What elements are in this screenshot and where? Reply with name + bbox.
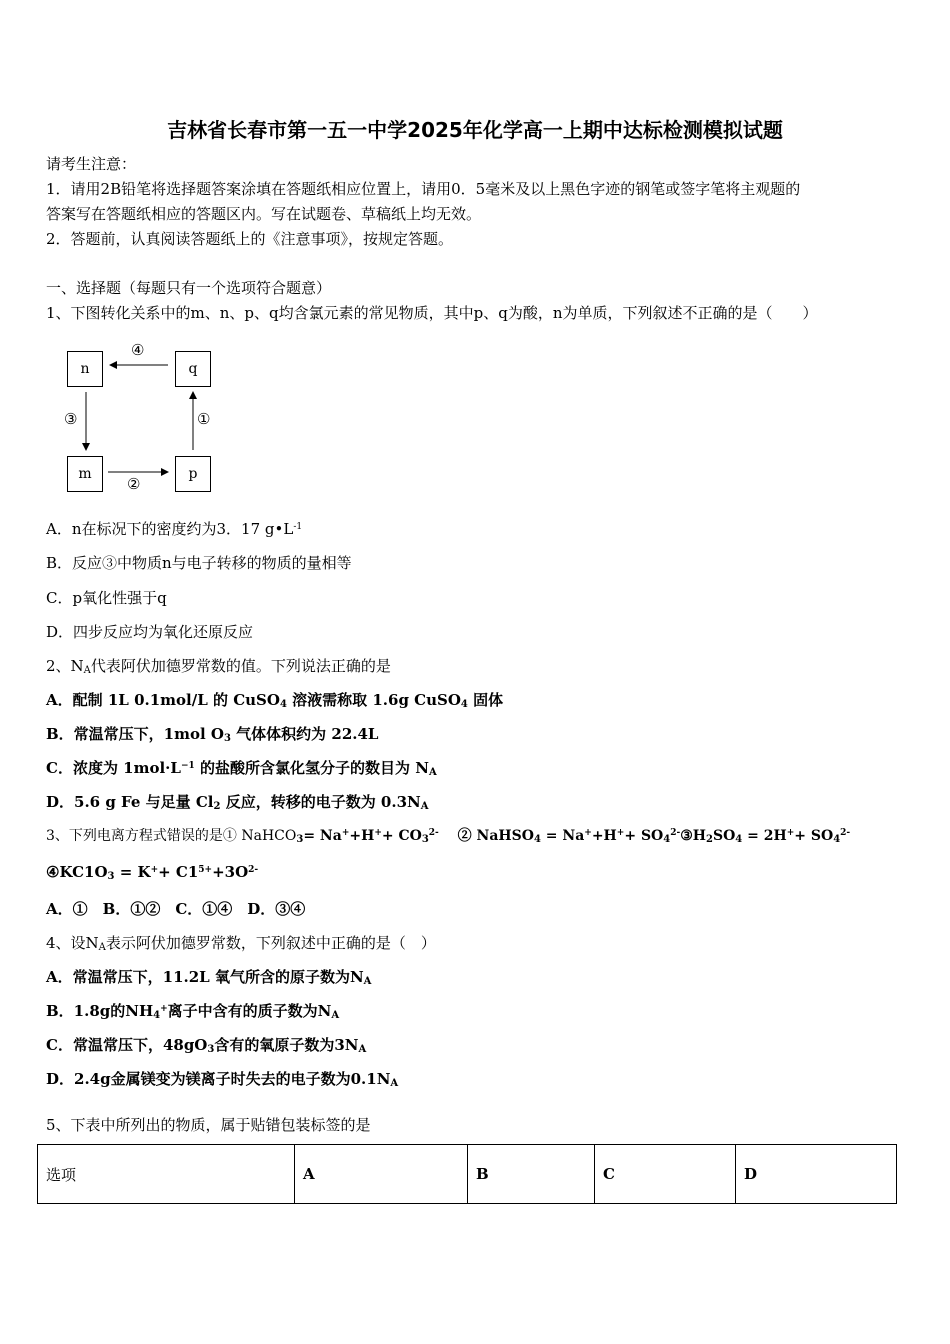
notice-line: 2．答题前，认真阅读答题纸上的《注意事项》，按规定答题。 [46,230,454,248]
question-4-stem: 4、设$N_A$表示阿伏加德罗常数，下列叙述中正确的是（ ） [46,934,436,953]
option-d: D．2.4g金属镁变为镁离子时失去的电子数为$0.1N_A$ [46,1070,399,1089]
question-2-stem: 2、$N_A$代表阿伏加德罗常数的值。下列说法正确的是 [46,657,391,676]
page-title: 吉林省长春市第一五一中学2025年化学高一上期中达标检测模拟试题 [167,118,783,142]
notice-heading: 请考生注意： [46,155,137,173]
table-cell: 选项 [38,1145,295,1204]
option-b: B．1.8g的$NH_4^+$离子中含有的质子数为$N_A$ [46,1002,340,1021]
table-cell: D [736,1145,897,1204]
table-row [38,1145,897,1204]
node-q: q [175,351,211,387]
option-a: A．配制 1L 0.1mol/L 的 CuSO$_4$ 溶液需称取 1.6g CuSO$_4$ 固体 [46,691,504,710]
reaction-label-3: ③ [64,410,78,428]
table-cell: A [295,1145,468,1204]
question-5-stem: 5、下表中所列出的物质，属于贴错包装标签的是 [46,1116,371,1134]
node-p: p [175,456,211,492]
option-a: A．常温常压下，11.2L 氧气所含的原子数为$N_A$ [46,968,372,987]
table-cell: B [468,1145,595,1204]
option-b: B．常温常压下，1mol $O_3$ 气体体积约为 22.4L [46,725,379,744]
diagram-arrows [0,0,300,520]
table-cell: C [595,1145,736,1204]
notice-line: 1．请用2B铅笔将选择题答案涂填在答题纸相应位置上，请用0．5毫米及以上黑色字迹的钢笔或签字笔将主观题的 [46,180,801,198]
option-d: D．5.6 g Fe 与足量 $Cl_2$ 反应，转移的电子数为 $0.3N_A$ [46,793,429,812]
option-c: C．常温常压下，$48gO_3$含有的氧原子数为$3N_A$ [46,1036,367,1055]
question-1-stem: 1、下图转化关系中的m、n、p、q均含氯元素的常见物质，其中p、q为酸，n为单质，下列叙述不正确的是（ ） [46,304,818,322]
option-b: B．反应③中物质n与电子转移的物质的量相等 [46,554,352,572]
reaction-label-4: ④ [131,341,145,359]
question-3-options: A．① B．①② C．①④ D．③④ [46,900,306,918]
option-c: C．p氧化性强于q [46,589,167,607]
option-d: D．四步反应均为氧化还原反应 [46,623,254,641]
node-m: m [67,456,103,492]
question-3-stem: 3、下列电离方程式错误的是① NaHCO$_3$= $Na^++H^++ CO_3^{2-}$ ② NaHSO$_4$ = $Na^++H^++ SO_4^{2-}③H_2SO_4 = 2H^++ SO_4^{2-}$ [46,828,851,845]
answer-table [37,1144,897,1204]
option-a: A．n在标况下的密度约为3．17 $g•L^{-1}$ [46,520,303,538]
question-3-equation-4: $④KC1O_3 = K^++ C1^{5+}+3O^{2-}$ [46,863,259,882]
notice-line: 答案写在答题纸相应的答题区内。写在试题卷、草稿纸上均无效。 [46,205,482,223]
reaction-label-2: ② [127,475,141,493]
node-n: n [67,351,103,387]
section-heading: 一、选择题（每题只有一个选项符合题意） [46,279,332,297]
option-c: C．浓度为 $1mol\cdot L^{-1}$ 的盐酸所含氯化氢分子的数目为 $N_A$ [46,759,437,778]
reaction-label-1: ① [197,410,211,428]
